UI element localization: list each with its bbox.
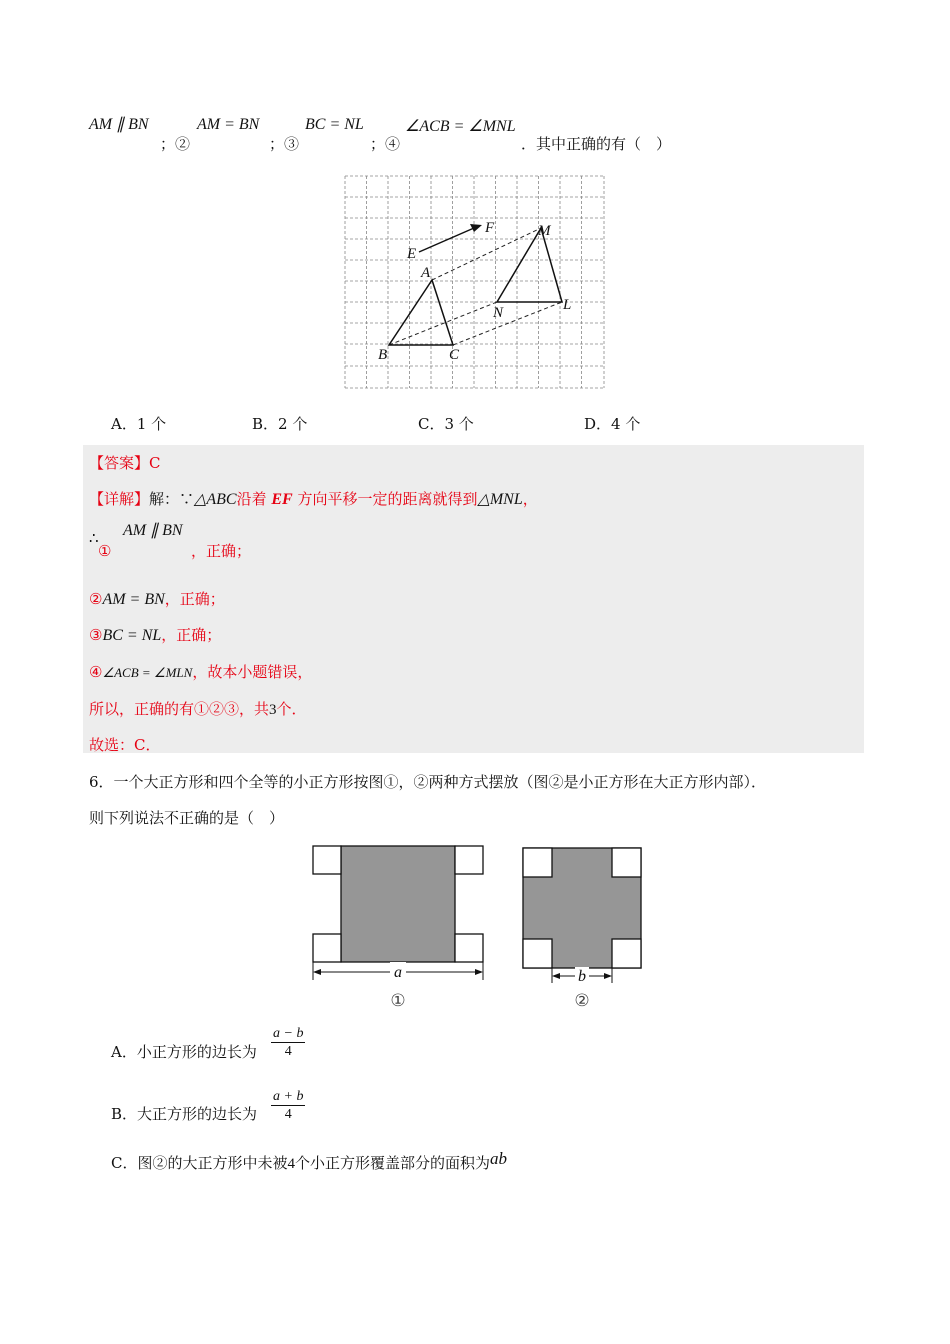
option-b: B．2 个 (252, 415, 308, 433)
translation-grid-figure (340, 170, 610, 392)
triangle-abc-math: △ABC (194, 491, 237, 508)
statement-3-math: BC = NL (305, 116, 364, 133)
small-square (612, 939, 641, 968)
big-square (341, 846, 455, 962)
fraction-denominator: 4 (284, 1107, 292, 1122)
label-L: L (563, 297, 572, 313)
summary-num: 3 (269, 702, 277, 718)
fig2-caption: ② (574, 991, 590, 1010)
detail-label: 【详解】 (89, 490, 150, 508)
separator-2: ；② (160, 135, 191, 153)
answer-value: C (149, 454, 161, 472)
fraction-numerator: a + b (273, 1089, 304, 1104)
q6-option-c (111, 1149, 507, 1173)
fig1-caption: ① (390, 991, 406, 1010)
label-E: E (407, 246, 417, 262)
q6-option-c-mid: 个小正方形覆盖部分的面积为 (294, 1154, 490, 1172)
separator-3: ；③ (269, 135, 300, 153)
detail-mid1: 沿着 (236, 490, 267, 508)
q6-option-c-math: ab (490, 1149, 507, 1168)
detail-mid2: 方向平移一定的距离就得到 (297, 490, 478, 508)
q6-option-a-label: A．小正方形的边长为 (111, 1043, 257, 1061)
conclusion-2-text: ，正确； (164, 590, 225, 608)
therefore-symbol: ∴ (89, 529, 99, 547)
question-tail: ．其中正确的有（ ） (521, 135, 672, 153)
q6-option-c-label: C．图②的大正方形中未被 (111, 1154, 288, 1172)
label-C: C (449, 347, 460, 363)
summary-line (89, 698, 307, 719)
label-B: B (378, 347, 388, 363)
label-M: M (538, 223, 551, 239)
small-square (313, 934, 341, 962)
conclusion-1-text: ，正确； (191, 542, 252, 560)
statement-2-math: AM = BN (197, 116, 260, 133)
small-square (455, 934, 483, 962)
figure-1 (308, 840, 493, 1015)
dim-b-label: b (578, 968, 586, 985)
statement-4-math: ∠ACB = ∠MNL (405, 118, 516, 135)
small-square (523, 939, 552, 968)
q6-option-c-num: 4 (287, 1156, 295, 1172)
q6-option-b-label: B．大正方形的边长为 (111, 1105, 258, 1123)
q6-option-a-fraction (271, 1025, 305, 1060)
small-square (455, 846, 483, 874)
conclusion-2-num: ② (89, 590, 103, 608)
conclusion-1-math: AM ∥ BN (123, 522, 183, 539)
conclusion-4-num: ④ (89, 663, 103, 681)
separator-4: ；④ (370, 135, 401, 153)
conclusion-3 (89, 624, 221, 645)
summary-post: 个． (276, 700, 307, 718)
detail-end: ， (522, 490, 538, 508)
small-square (523, 848, 552, 877)
answer-line (89, 452, 161, 473)
statement-1-math: AM ∥ BN (89, 116, 149, 133)
conclusion-3-math: BC = NL (102, 627, 162, 644)
option-c: C．3 个 (418, 415, 474, 433)
fraction-denominator: 4 (284, 1044, 292, 1059)
triangle-abc (389, 280, 453, 345)
answer-label: 【答案】 (89, 454, 150, 472)
conclusion-3-text: ，正确； (161, 626, 222, 644)
fraction-numerator: a − b (273, 1026, 304, 1041)
triangle-mnl-math: △MNL (477, 491, 523, 508)
because-symbol: ∵ (179, 490, 195, 508)
detail-line (89, 488, 538, 509)
q6-option-b-fraction (271, 1088, 305, 1123)
figure-2 (518, 840, 648, 1015)
q6-line-2: 则下列说法不正确的是（ ） (89, 809, 285, 827)
label-F: F (485, 220, 495, 236)
conclusion-2 (89, 588, 225, 609)
ef-math: EF (271, 491, 293, 508)
conclusion-3-num: ③ (89, 626, 103, 644)
dim-a-label: a (394, 964, 402, 981)
conclusion-4-math: ∠ACB = ∠MLN (102, 665, 193, 680)
label-A: A (421, 265, 431, 281)
small-square (612, 848, 641, 877)
label-N: N (493, 305, 504, 321)
detail-pre: 解： (149, 490, 180, 508)
conclusion-2-math: AM = BN (102, 591, 165, 608)
final-choice: 故选：C． (89, 736, 161, 754)
option-a: A．1 个 (111, 415, 167, 433)
small-square (313, 846, 341, 874)
q6-line-1: 6．一个大正方形和四个全等的小正方形按图①，②两种方式摆放（图②是小正方形在大正方形内部）． (89, 773, 767, 791)
conclusion-1-num: ① (98, 542, 112, 560)
option-d: D．4 个 (584, 415, 641, 433)
summary-pre: 所以，正确的有①②③，共 (89, 700, 270, 718)
conclusion-4 (89, 661, 312, 682)
conclusion-4-text: ，故本小题错误， (192, 663, 313, 681)
